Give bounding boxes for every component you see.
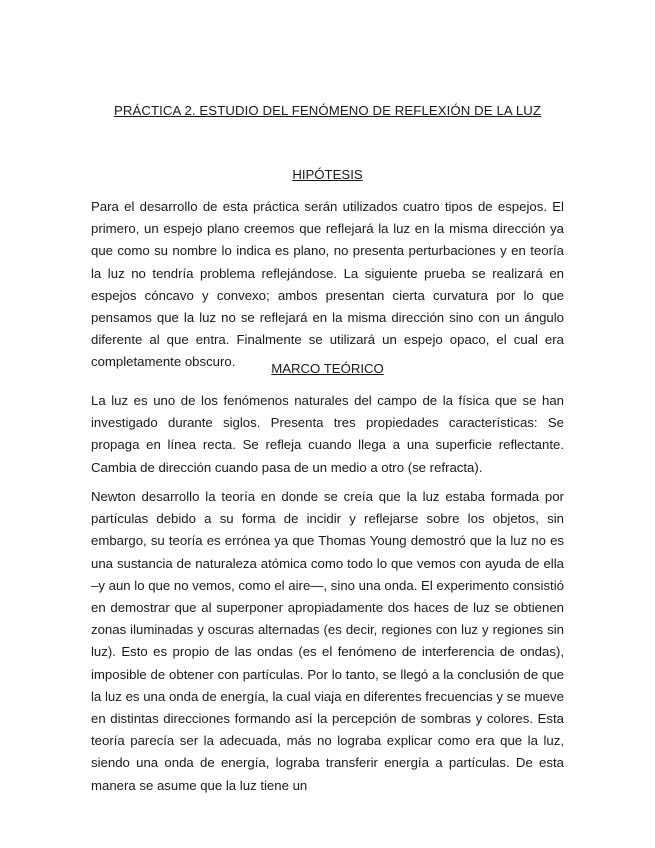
paragraph-marco-teorico-1: La luz es uno de los fenómenos naturales del campo de la física que se han investigado durante siglos. Presenta tres propiedades características: Se propaga en línea recta. Se refleja cuando llega a una superficie reflectante. Cambia de dirección cuando pasa de un medio a otro (se refracta). xyxy=(91,393,564,475)
paragraph-marco-teorico-2: Newton desarrollo la teoría en donde se creía que la luz estaba formada por partículas debido a su forma de incidir y reflejarse sobre los objetos, sin embargo, su teoría es errónea ya que Thomas Young demostró que la luz no es una sustancia de naturaleza atómica como todo lo que vemos con ayuda de ella –y aun lo que no vemos, como el aire—, sino una onda. El experimento consistió en demostrar que al superponer apropiadamente dos haces de luz se obtienen zonas iluminadas y oscuras alternadas (es decir, regiones con luz y regiones sin luz). Esto es propio de las ondas (es el fenómeno de interferencia de ondas), imposible de obtener con partículas. Por lo tanto, se llegó a la conclusión de que la luz es una onda de energía, la cual viaja en diferentes frecuencias y se mueve en distintas direcciones formando así la percepción de sombras y colores. Esta teoría parecía ser la adecuada, más no lograba explicar como era que la luz, siendo una onda de energía, lograba transferir energía a partículas. De esta manera se asume que la luz tiene un xyxy=(91,489,564,793)
paragraph-hipotesis: Para el desarrollo de esta práctica serán utilizados cuatro tipos de espejos. El primero, un espejo plano creemos que reflejará la luz en la misma dirección ya que como su nombre lo indica es plano, no presenta perturbaciones y en teoría la luz no tendría problema reflejándose. La siguiente prueba se realizará en espejos cóncavo y convexo; ambos presentan cierta curvatura por lo que pensamos que la luz no se reflejará en la misma dirección sino con un ángulo diferente al que entra. Finalmente se utilizará un espejo opaco, el cual era completamente obscuro. xyxy=(91,199,564,370)
section-heading-hipotesis: HIPÓTESIS xyxy=(292,167,363,182)
section-heading-marco-teorico: MARCO TEÓRICO xyxy=(271,361,384,376)
document-title: PRÁCTICA 2. ESTUDIO DEL FENÓMENO DE REFLEXIÓN DE LA LUZ xyxy=(113,103,542,118)
